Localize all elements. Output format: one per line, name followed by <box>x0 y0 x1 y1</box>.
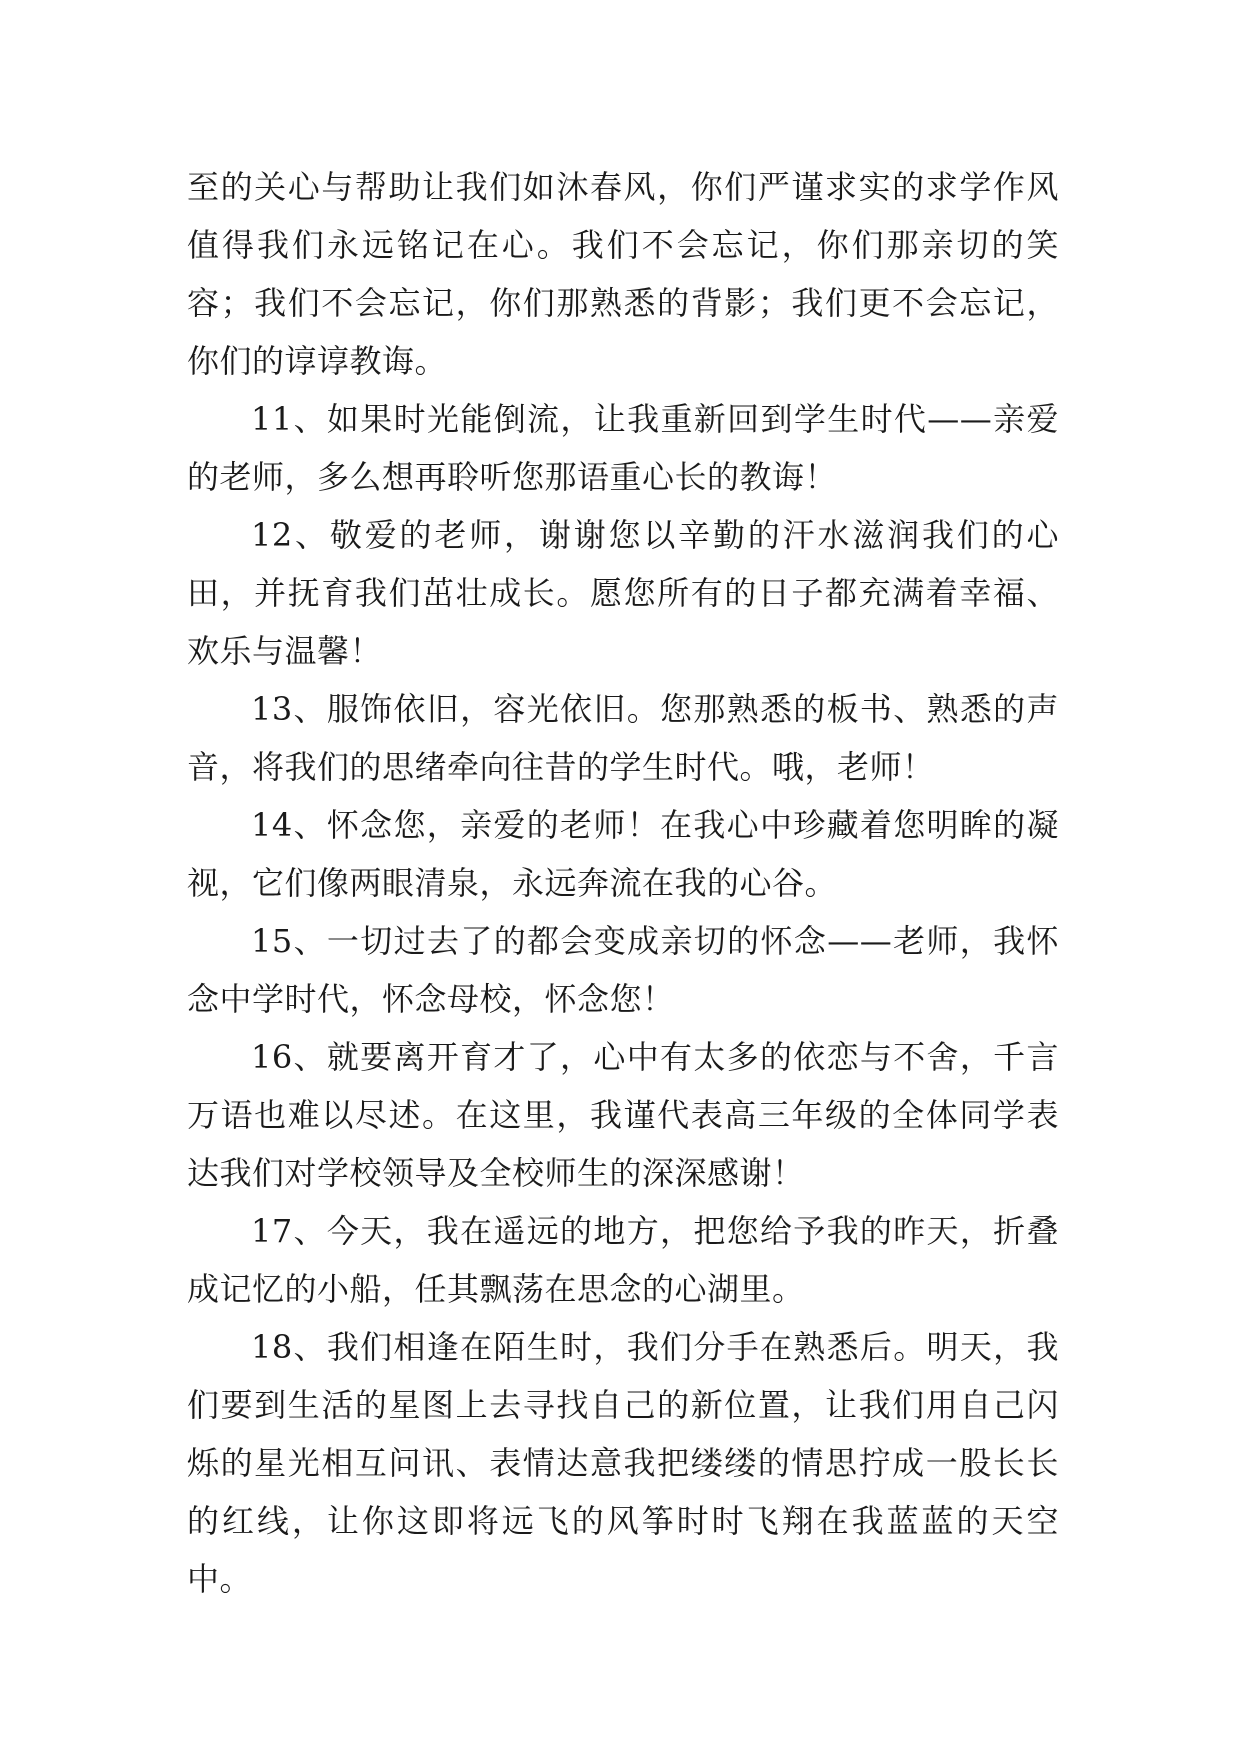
paragraph-item-15: 15、一切过去了的都会变成亲切的怀念——老师，我怀念中学时代，怀念母校，怀念您！ <box>187 922 1059 1018</box>
paragraph-continuation: 至的关心与帮助让我们如沐春风，你们严谨求实的求学作风值得我们永远铭记在心。我们不会忘记，你们那亲切的笑容；我们不会忘记，你们那熟悉的背影；我们更不会忘记，你们的谆谆教诲。 <box>187 168 1059 380</box>
paragraph-item-12: 12、敬爱的老师，谢谢您以辛勤的汗水滋润我们的心田，并抚育我们茁壮成长。愿您所有的日子都充满着幸福、欢乐与温馨！ <box>187 516 1059 670</box>
paragraph-item-14: 14、怀念您，亲爱的老师！在我心中珍藏着您明眸的凝视，它们像两眼清泉，永远奔流在我的心谷。 <box>187 806 1059 902</box>
paragraph-item-16: 16、就要离开育才了，心中有太多的依恋与不舍，千言万语也难以尽述。在这里，我谨代表高三年级的全体同学表达我们对学校领导及全校师生的深深感谢！ <box>187 1038 1059 1192</box>
paragraph-item-18: 18、我们相逢在陌生时，我们分手在熟悉后。明天，我们要到生活的星图上去寻找自己的新位置，让我们用自己闪烁的星光相互问讯、表情达意我把缕缕的情思拧成一股长长的红线，让你这即将远飞的风筝时时飞翔在我蓝蓝的天空中。 <box>187 1328 1059 1598</box>
paragraph-item-11: 11、如果时光能倒流，让我重新回到学生时代——亲爱的老师，多么想再聆听您那语重心长的教诲！ <box>187 400 1059 496</box>
document-body <box>187 158 1059 1608</box>
paragraph-item-17: 17、今天，我在遥远的地方，把您给予我的昨天，折叠成记忆的小船，任其飘荡在思念的心湖里。 <box>187 1212 1059 1308</box>
paragraph-item-13: 13、服饰依旧，容光依旧。您那熟悉的板书、熟悉的声音，将我们的思绪牵向往昔的学生时代。哦，老师！ <box>187 690 1059 786</box>
